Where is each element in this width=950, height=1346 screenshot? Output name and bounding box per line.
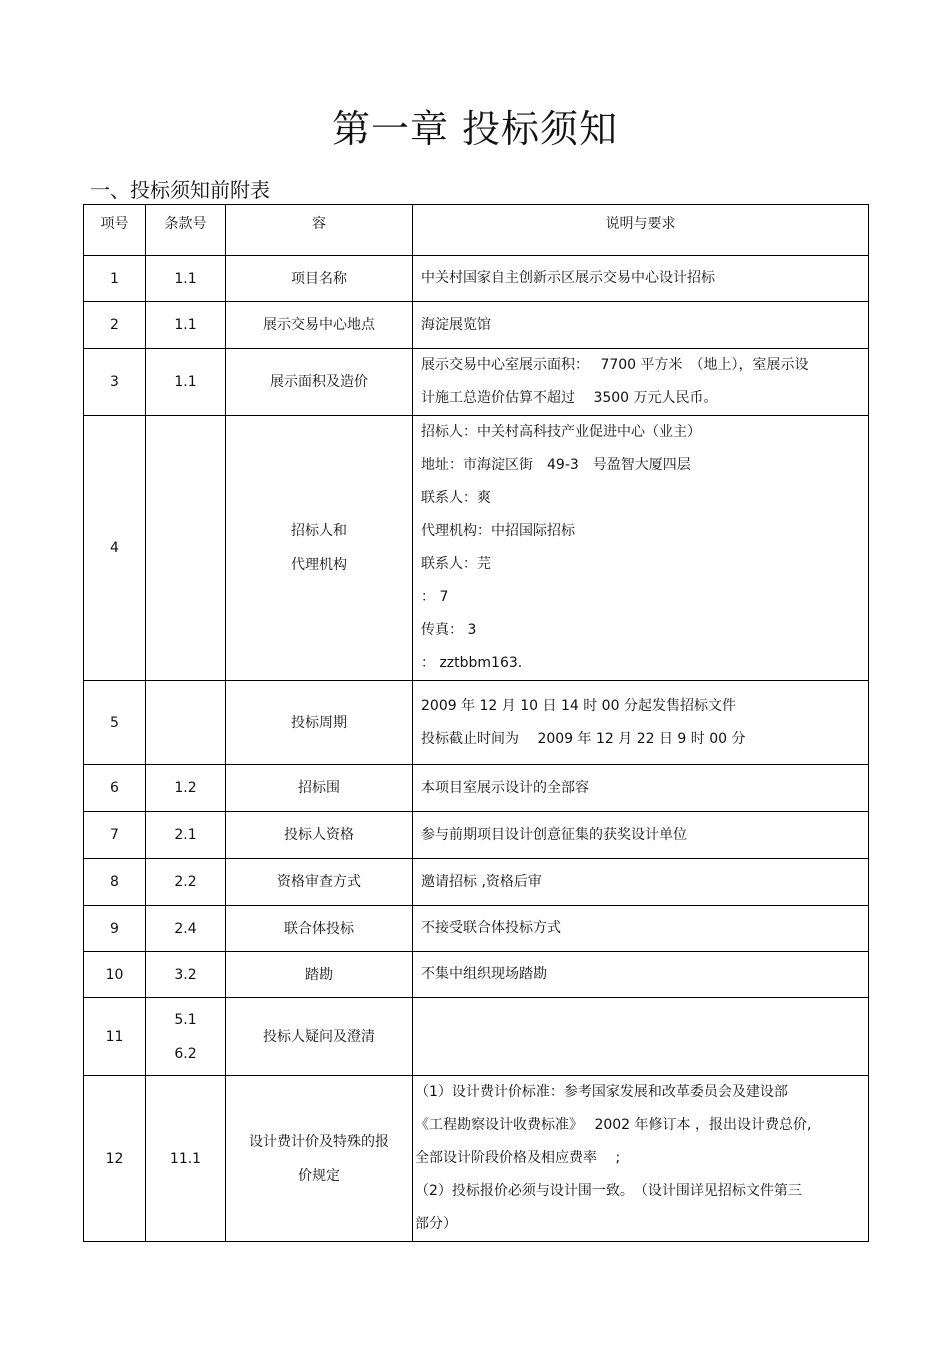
item-line: 展示交易中心地点 xyxy=(263,317,375,333)
cell-desc xyxy=(413,998,869,1076)
clause-line: 1.1 xyxy=(174,317,197,333)
desc-line: 参与前期项目设计创意征集的获奖设计单位 xyxy=(421,826,687,843)
cell-clause xyxy=(146,906,226,952)
clause-line: 1.1 xyxy=(174,270,197,287)
clause-line: 6.2 xyxy=(174,1045,197,1062)
desc-line: 联系人：芫 xyxy=(421,556,491,572)
clause-line: 1.1 xyxy=(174,374,197,390)
cell-no: 6 xyxy=(84,765,146,812)
cell-desc xyxy=(413,302,869,349)
cell-clause xyxy=(146,952,226,998)
item-line: 投标人资格 xyxy=(284,827,354,843)
cell-item xyxy=(226,302,413,349)
cell-clause xyxy=(146,349,226,416)
cell-item xyxy=(226,952,413,998)
desc-line: 全部设计阶段价格及相应费率 ; xyxy=(415,1150,621,1166)
cell-desc xyxy=(413,859,869,906)
table-row xyxy=(84,812,869,859)
cell-desc xyxy=(413,681,869,765)
desc-line: 联系人：爽 xyxy=(421,490,491,506)
cell-clause xyxy=(146,681,226,765)
table-row xyxy=(84,952,869,998)
desc-line: ： zztbbm163. xyxy=(421,655,523,671)
item-line: 设计费计价及特殊的报 xyxy=(249,1133,389,1150)
cell-desc xyxy=(413,1076,869,1242)
cell-no: 12 xyxy=(84,1076,146,1242)
clause-line: 3.2 xyxy=(174,966,197,983)
cell-item xyxy=(226,765,413,812)
cell-desc xyxy=(413,952,869,998)
item-line: 展示面积及造价 xyxy=(270,374,368,390)
cell-clause xyxy=(146,1076,226,1242)
clause-line: 2.1 xyxy=(174,827,197,843)
cell-clause xyxy=(146,416,226,681)
cell-clause xyxy=(146,812,226,859)
table-row xyxy=(84,906,869,952)
table-row xyxy=(84,302,869,349)
desc-line: 投标截止时间为 2009 年 12 月 22 日 9 时 00 分 xyxy=(421,730,746,747)
cell-desc xyxy=(413,416,869,681)
desc-line: 《工程勘察设计收费标准》 2002 年修订本 ，报出设计费总价, xyxy=(415,1117,812,1133)
table-row xyxy=(84,765,869,812)
cell-clause xyxy=(146,765,226,812)
item-line: 联合体投标 xyxy=(284,920,354,937)
desc-line: （1）设计费计价标准：参考国家发展和改革委员会及建设部 xyxy=(415,1084,788,1100)
table-row xyxy=(84,681,869,765)
cell-no: 9 xyxy=(84,906,146,952)
cell-item xyxy=(226,256,413,302)
desc-line: （2）投标报价必须与设计围一致。 （设计围详见招标文件第三 xyxy=(415,1183,802,1199)
table-row xyxy=(84,349,869,416)
cell-no: 5 xyxy=(84,681,146,765)
cell-no: 11 xyxy=(84,998,146,1076)
desc-line: 不集中组织现场踏勘 xyxy=(421,966,547,982)
item-line: 招标人和 xyxy=(291,523,347,539)
desc-line: 计施工总造价估算不超过 3500 万元人民币。 xyxy=(421,390,718,406)
cell-no: 8 xyxy=(84,859,146,906)
table-row xyxy=(84,859,869,906)
cell-item xyxy=(226,906,413,952)
item-line: 项目名称 xyxy=(291,270,347,287)
header-item: 容 xyxy=(226,205,413,256)
cell-no: 3 xyxy=(84,349,146,416)
section-heading: 一、投标须知前附表 xyxy=(90,178,270,202)
desc-line: 展示交易中心室展示面积： 7700 平方米 （地上），室展示设 xyxy=(421,357,809,373)
desc-line: 不接受联合体投标方式 xyxy=(421,920,561,936)
cell-desc xyxy=(413,812,869,859)
desc-line: 中关村国家自主创新示区展示交易中心设计招标 xyxy=(421,270,715,286)
cell-no: 7 xyxy=(84,812,146,859)
cell-item xyxy=(226,416,413,681)
clause-line: 5.1 xyxy=(174,1011,197,1028)
desc-line: 2009 年 12 月 10 日 14 时 00 分起发售招标文件 xyxy=(421,697,736,714)
item-line: 投标周期 xyxy=(291,714,347,731)
header-no: 项号 xyxy=(84,205,146,256)
item-line: 招标围 xyxy=(298,780,340,796)
cell-item xyxy=(226,812,413,859)
desc-line: 本项目室展示设计的全部容 xyxy=(421,779,589,796)
table-header-row xyxy=(84,205,869,256)
table-row xyxy=(84,1076,869,1242)
table-row xyxy=(84,998,869,1076)
cell-desc xyxy=(413,349,869,416)
cell-no: 2 xyxy=(84,302,146,349)
clause-line: 1.2 xyxy=(174,780,197,796)
cell-no: 1 xyxy=(84,256,146,302)
cell-desc xyxy=(413,256,869,302)
cell-item xyxy=(226,349,413,416)
cell-item xyxy=(226,1076,413,1242)
cell-desc xyxy=(413,906,869,952)
header-clause: 条款号 xyxy=(146,205,226,256)
cell-item xyxy=(226,681,413,765)
cell-item xyxy=(226,859,413,906)
bid-info-table xyxy=(83,204,869,1242)
desc-line: 传真： 3 xyxy=(421,622,477,638)
cell-clause xyxy=(146,859,226,906)
item-line: 资格审查方式 xyxy=(277,874,361,890)
desc-line: 邀请招标 ,资格后审 xyxy=(421,873,542,890)
clause-line: 2.2 xyxy=(174,874,197,890)
cell-clause xyxy=(146,302,226,349)
desc-line: 代理机构：中招国际招标 xyxy=(421,523,575,539)
desc-line: ： 7 xyxy=(421,589,449,605)
clause-line: 11.1 xyxy=(169,1150,202,1167)
cell-no: 4 xyxy=(84,416,146,681)
desc-line: 招标人：中关村高科技产业促进中心（业主） xyxy=(421,424,701,440)
desc-line: 部分） xyxy=(415,1216,457,1232)
table-row xyxy=(84,256,869,302)
desc-line: 海淀展览馆 xyxy=(421,316,491,333)
cell-item xyxy=(226,998,413,1076)
item-line: 踏勘 xyxy=(305,966,333,983)
item-line: 投标人疑问及澄清 xyxy=(263,1028,375,1045)
cell-clause xyxy=(146,256,226,302)
cell-desc xyxy=(413,765,869,812)
clause-line: 2.4 xyxy=(174,920,197,937)
item-line: 代理机构 xyxy=(291,557,347,573)
table-row xyxy=(84,416,869,681)
item-line: 价规定 xyxy=(298,1167,340,1184)
cell-no: 10 xyxy=(84,952,146,998)
header-desc: 说明与要求 xyxy=(413,205,869,256)
desc-line: 地址：市海淀区街 49-3 号盈智大厦四层 xyxy=(421,457,691,473)
cell-clause xyxy=(146,998,226,1076)
chapter-title: 第一章 投标须知 xyxy=(331,107,619,151)
